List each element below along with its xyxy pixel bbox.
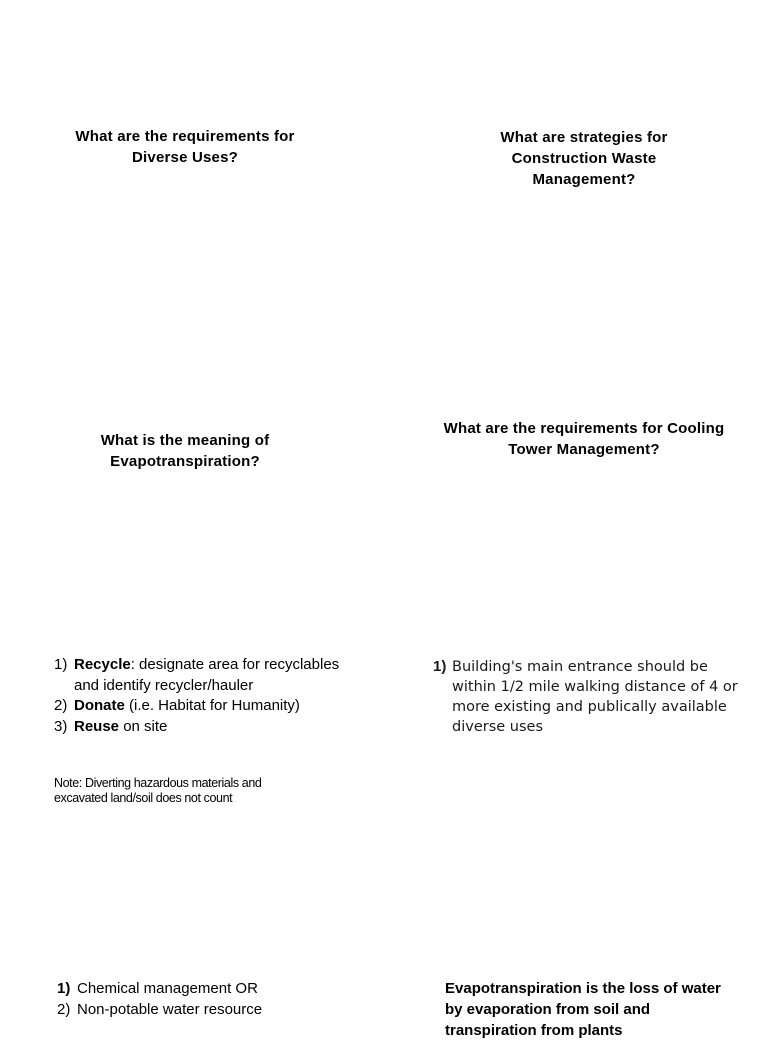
list-item [54,655,354,696]
list-item [54,696,354,717]
answer-note: Note: Diverting hazardous materials and excavated land/soil does not count [54,776,262,805]
strategy-text: (i.e. Habitat for Humanity) [124,697,300,714]
strategy-text: on site [119,717,168,735]
strategy-keyword: Reuse [74,717,120,735]
item-number: 3) [54,717,68,735]
card-answer-evapotranspiration: Evapotranspiration is the loss of water by evaporation from soil and transpiration from plants [445,980,721,1039]
list-item [433,657,743,737]
card-question-cooling-tower: What are the requirements for Cooling Tower Management? [443,420,725,458]
card-question-construction-waste: What are strategies for Construction Waste Management? [500,129,668,188]
answer-list [54,655,354,737]
item-number: 2) [57,1000,71,1018]
item-number: 1) [54,656,68,673]
strategy-keyword: Donate [74,697,125,714]
requirement-text: Chemical management OR [77,980,258,997]
list-item [57,979,347,1000]
list-item [54,717,354,738]
requirement-text: Non-potable water resource [77,1000,263,1018]
item-number: 1) [57,980,71,997]
card-question-diverse-uses: What are the requirements for Diverse Uses? [75,128,295,166]
list-item [57,1000,347,1021]
card-answer-construction-waste [54,655,354,737]
card-question-evapotranspiration: What is the meaning of Evapotranspiration? [100,432,270,470]
strategy-text: : designate area for recyclables and identify recycler/hauler [74,656,340,694]
item-number: 1) [433,658,447,675]
card-answer-cooling-tower [57,979,347,1024]
item-number: 2) [54,697,68,714]
card-answer-diverse-uses [433,657,743,737]
requirement-text: Building's main entrance should be within 1/2 mile walking distance of 4 or more existing and publically available diverse uses [452,659,738,735]
strategy-keyword: Recycle [74,656,131,673]
answer-list [57,979,347,1020]
